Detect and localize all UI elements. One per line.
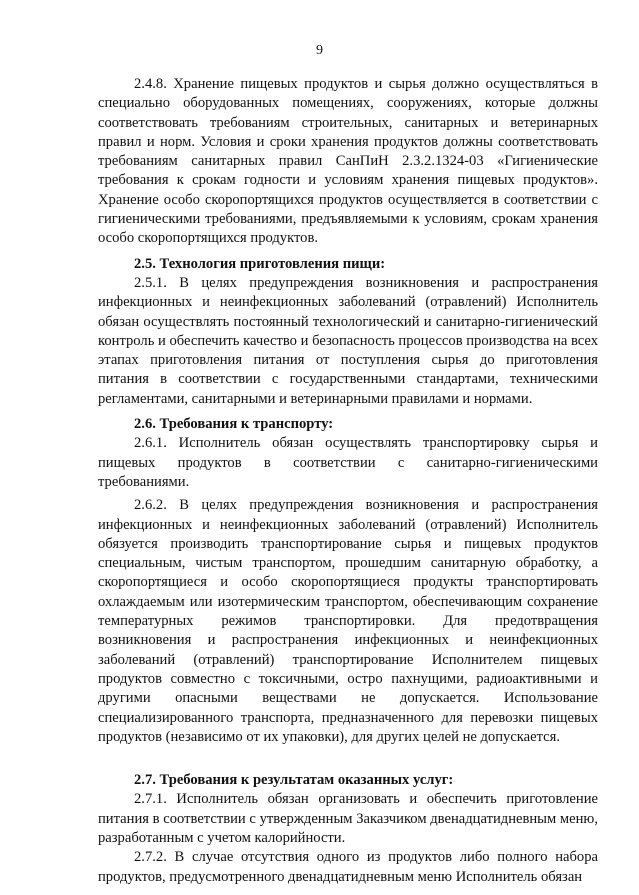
section-heading-2-6: 2.6. Требования к транспорту: — [134, 416, 334, 433]
paragraph-2-6-2: 2.6.2. В целях предупреждения возникновения и распространения инфекционных и неинфекционных заболеваний (отравлений) Исполнитель обязуется производить транспортирование сырья и пищевых продуктов специальным, чистым транспортом, прошедшим санитарную обработку, а скоропортящиеся и особо скоропортящиеся продукты транспортировать охлаждаемым или изотермическим транспортом, обеспечивающим сохранение температурных режимов транспортировки. Для предотвращения возникновения и распространения инфекционных и неинфекционных заболеваний (отравлений) транспортирование Исполнителем пищевых продуктов совместно с токсичными, остро пахнущими, радиоактивными и другими опасными веществами не допускается. Использование специализированного транспорта, предназначенного для перевозки пищевых продуктов (независимо от их упаковки), для других целей не допускается. — [98, 497, 598, 745]
paragraph-2-4-8: 2.4.8. Хранение пищевых продуктов и сырья должно осуществляться в специально оборудованных помещениях, сооружениях, которые должны соответствовать требованиям строительных, санитарных и ветеринарных правил и норм. Условия и сроки хранения продуктов должны соответствовать требованиям санитарных правил СанПиН 2.3.2.1324-03 «Гигиенические требования к срокам годности и условиям хранения пищевых продуктов». Хранение особо скоропортящихся продуктов осуществляется в соответствии с гигиеническими требованиями, предъявляемыми к условиям, срокам хранения особо скоропортящихся продуктов. — [98, 76, 598, 247]
page-number: 9 — [316, 43, 323, 58]
paragraph-2-6-1: 2.6.1. Исполнитель обязан осуществлять транспортировку сырья и пищевых продуктов в соответствии с санитарно-гигиеническими требованиями. — [98, 435, 598, 490]
paragraph-2-5-1: 2.5.1. В целях предупреждения возникновения и распространения инфекционных и неинфекционных заболеваний (отравлений) Исполнитель обязан осуществлять постоянный технологический и санитарно-гигиенический контроль и обеспечить качество и безопасность процессов производства на всех этапах приготовления питания от поступления сырья до приготовления питания в соответствии с государственными стандартами, техническими регламентами, санитарными и ветеринарными правилами и нормами. — [98, 274, 598, 407]
document-body — [98, 75, 598, 887]
paragraph-2-7-2: 2.7.2. В случае отсутствия одного из продуктов либо полного набора продуктов, предусмотренного двенадцатидневным меню Исполнитель обязан — [98, 849, 598, 885]
paragraph-2-7-1: 2.7.1. Исполнитель обязан организовать и обеспечить приготовление питания в соответствии с утвержденным Заказчиком двенадцатидневным меню, разработанным с учетом калорийности. — [98, 791, 598, 846]
section-heading-2-5: 2.5. Технология приготовления пищи: — [134, 255, 386, 272]
section-heading-2-7: 2.7. Требования к результатам оказанных услуг: — [134, 772, 454, 789]
